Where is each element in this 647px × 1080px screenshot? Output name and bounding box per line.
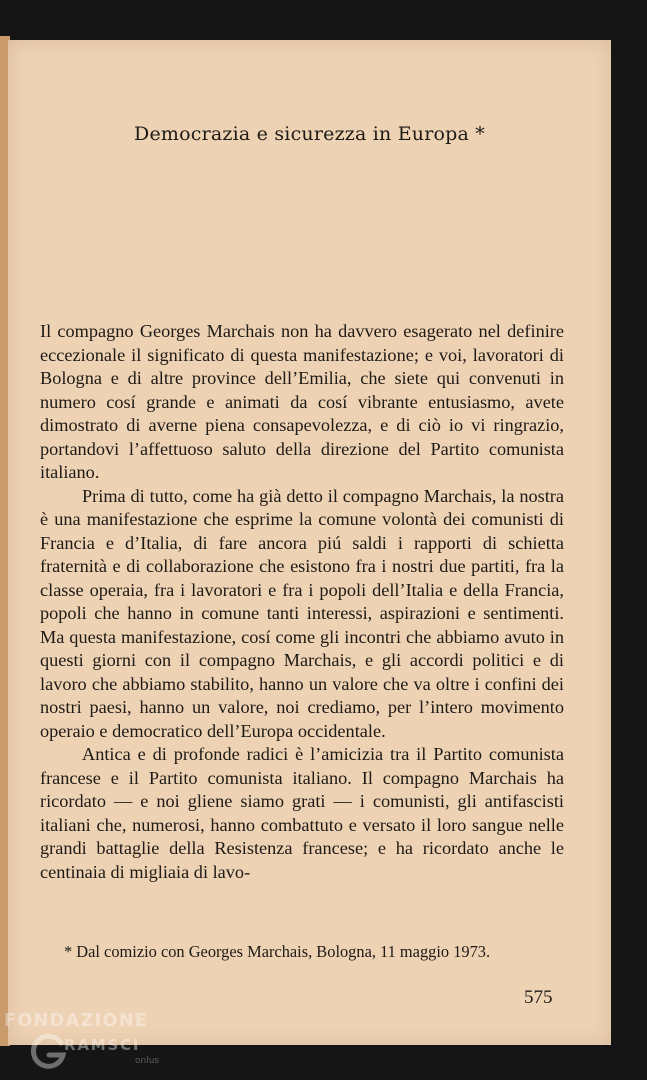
gramsci-g-logo-icon (28, 1031, 68, 1071)
footnote: * Dal comizio con Georges Marchais, Bologna, 11 maggio 1973. (64, 942, 491, 961)
paragraph-1: Il compagno Georges Marchais non ha davvero esagerato nel definire eccezionale il significato di questa manifestazione; e voi, lavoratori di Bologna e di altre province dell’Emilia, che siete qui convenuti in numero cosí grande e animati da cosí vibrante entusiasmo, avete dimostrato di averne piena consapevolezza, e di ciò io vi ringrazio, portandovi l’affettuoso saluto della direzione del Partito comunista italiano. (40, 321, 564, 482)
body-text (40, 320, 564, 884)
paragraph-3: Antica e di profonde radici è l’amicizia tra il Partito comunista francese e il Partito comunista italiano. Il compagno Marchais ha ricordato — e noi gliene siamo grati — i comunisti, gli antifascisti italiani che, numerosi, hanno combattuto e versato il loro sangue nelle grandi battaglie della Resistenza francese; e ha ricordato anche le centinaia di migliaia di lavo- (40, 744, 564, 882)
watermark-subtitle: onlus (135, 1056, 160, 1066)
book-page (8, 40, 611, 1045)
chapter-title: Democrazia e sicurezza in Europa * (134, 123, 485, 145)
foundation-watermark (4, 1011, 174, 1075)
watermark-line-2: RAMSCI (64, 1036, 141, 1054)
watermark-line-1: FONDAZIONE (4, 1011, 149, 1031)
page-number: 575 (524, 987, 553, 1008)
paragraph-2: Prima di tutto, come ha già detto il compagno Marchais, la nostra è una manifestazione che esprime la comune volontà dei comunisti di Francia e d’Italia, di fare ancora piú saldi i rapporti di schietta fraternità e di collaborazione che esistono fra i nostri due partiti, fra la classe operaia, fra i lavoratori e fra i popoli dell’Italia e della Francia, popoli che hanno in comune tanti interessi, aspirazioni e sentimenti. Ma questa manifestazione, cosí come gli incontri che abbiamo avuto in questi giorni con il compagno Marchais, e gli accordi politici e di lavoro che abbiamo stabilito, hanno un valore che va oltre i confini dei nostri paesi, hanno un valore, noi crediamo, per l’intero movimento operaio e democratico dell’Europa occidentale. (40, 485, 564, 741)
